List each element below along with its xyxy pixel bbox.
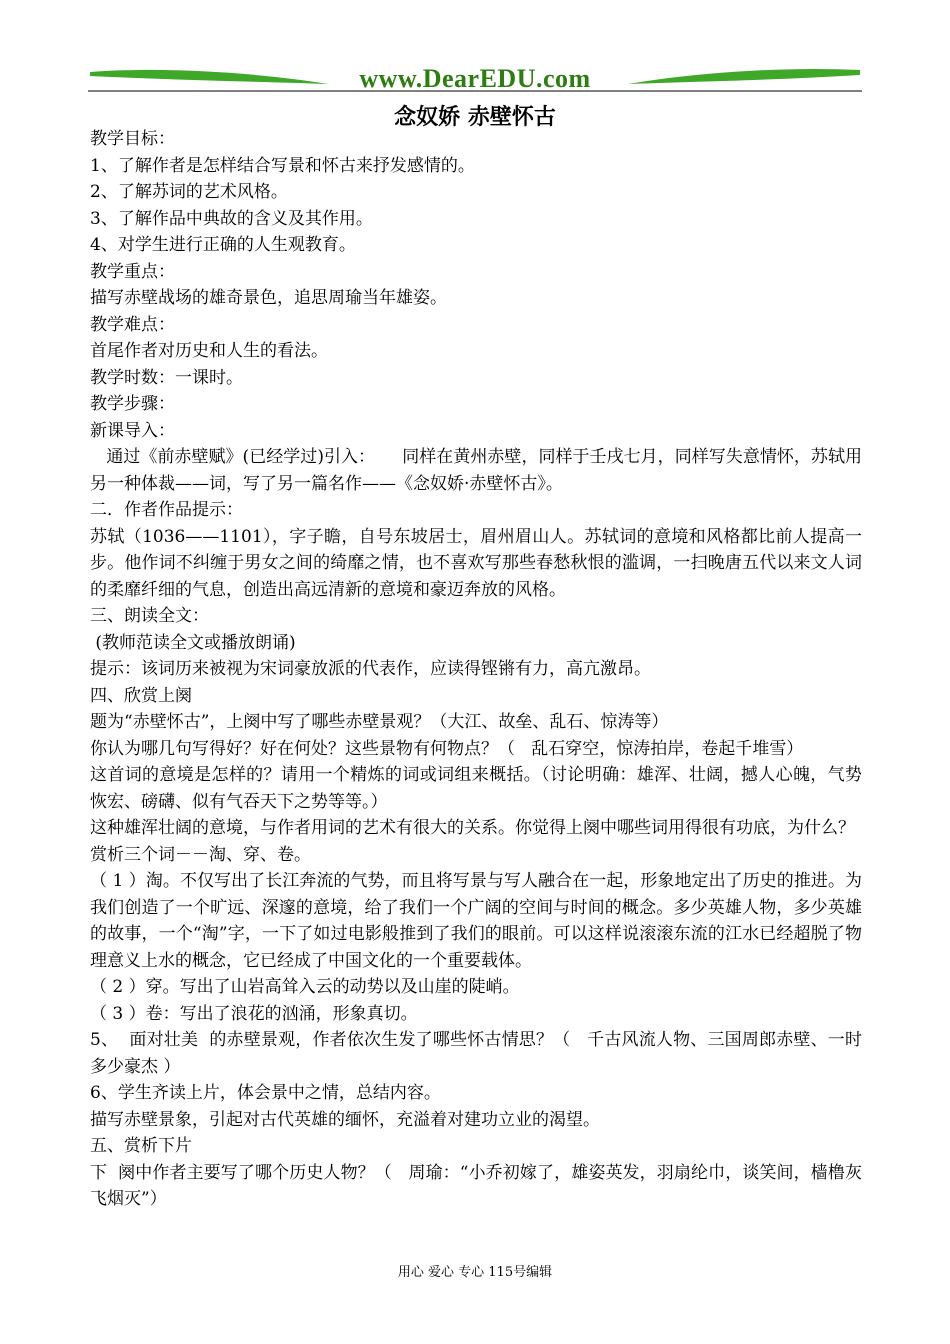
paragraph: （ 3 ）卷：写出了浪花的汹涌，形象真切。 [90,1003,418,1024]
paragraph: 下 阕中作者主要写了哪个历史人物？（ 周瑜：“小乔初嫁了，雄姿英发，羽扇纶巾，谈笑间，樯橹灰飞烟灭”） [90,1162,862,1209]
document-body [90,126,862,1213]
section-heading: 教学难点： [90,314,175,335]
paragraph: 2、了解苏词的艺术风格。 [90,182,288,202]
paragraph: 赏析三个词－－淘、穿、卷。 [90,844,311,865]
paragraph: 描写赤壁战场的雄奇景色，追思周瑜当年雄姿。 [90,288,447,308]
paragraph: 这首词的意境是怎样的？请用一个精炼的词或词组来概括。（讨论明确：雄浑、壮阔，撼人心魄，气势恢宏、磅礴、似有气吞天下之势等等。） [90,765,862,812]
paragraph: （ 2 ）穿。写出了山岩高耸入云的动势以及山崖的陡峭。 [90,977,520,997]
section-heading: 教学步骤： [90,394,175,414]
paragraph: 4、对学生进行正确的人生观教育。 [90,235,356,255]
paragraph: 这种雄浑壮阔的意境，与作者用词的艺术有很大的关系。你觉得上阕中哪些词用得很有功底，为什么？ [90,818,855,838]
paragraph: 1、了解作者是怎样结合写景和怀古来抒发感情的。 [90,155,475,176]
paragraph: 首尾作者对历史和人生的看法。 [90,341,328,361]
section-heading: 三、朗读全文： [90,606,209,626]
section-heading: 教学目标： [90,129,175,149]
section-heading: 二．作者作品提示： [90,500,243,520]
paragraph: 通过《前赤壁赋》(已经学过)引入： 同样在黄州赤壁，同样于壬戌七月，同样写失意情怀，苏轼用另一种体裁——词，写了另一篇名作——《念奴娇·赤壁怀古》。 [90,447,862,494]
section-heading: 新课导入： [90,420,175,441]
paragraph: 题为“赤壁怀古”，上阕中写了哪些赤壁景观？（大江、故垒、乱石、惊涛等） [90,712,669,732]
paragraph: 3、了解作品中典故的含义及其作用。 [90,208,373,229]
paragraph: 教学时数：一课时。 [90,367,243,388]
site-header [88,62,862,98]
paragraph: 你认为哪几句写得好？好在何处？这些景物有何物点？（ 乱石穿空，惊涛拍岸，卷起千堆雪） [90,738,804,759]
paragraph: (教师范读全文或播放朗诵) [90,632,296,653]
paragraph: （ 1 ）淘。不仅写出了长江奔流的气势，而且将写景与写人融合在一起，形象地定出了历史的推进。为我们创造了一个旷远、深邃的意境，给了我们一个广阔的空间与时间的概念。多少英雄人物，多少英雄的故事，一个“淘”字，一下了如过电影般推到了我们的眼前。可以这样说滚滚东流的江水已经超脱了物理意义上水的概念，它已经成了中国文化的一个重要载体。 [90,871,862,971]
site-logo: www.DearEDU.com [359,64,591,93]
document-title: 念奴娇 赤壁怀古 [394,105,556,130]
section-heading: 四、欣赏上阕 [90,685,192,706]
paragraph: 6、学生齐读上片，体会景中之情，总结内容。 [90,1083,441,1103]
paragraph: 5、 面对壮美 的赤壁景观，作者依次生发了哪些怀古情思？（ 千古风流人物、三国周郎赤壁、一时多少豪杰 ） [90,1030,862,1077]
paragraph: 提示：该词历来被视为宋词豪放派的代表作，应读得铿锵有力，高亢激昂。 [90,659,651,679]
paragraph: 苏轼（1036——1101），字子瞻，自号东坡居士，眉州眉山人。苏轼词的意境和风格都比前人提高一步。他作词不纠缠于男女之间的绮靡之情，也不喜欢写那些春愁秋恨的滥调，一扫晚唐五代以来文人词的柔靡纤细的气息，创造出高远清新的意境和豪迈奔放的风格。 [90,526,862,600]
section-heading: 五、赏析下片 [90,1136,192,1156]
paragraph: 描写赤壁景象，引起对古代英雄的缅怀，充溢着对建功立业的渴望。 [90,1109,600,1130]
page-footer: 用心 爱心 专心 115号编辑 [397,1265,553,1280]
section-heading: 教学重点： [90,261,175,282]
